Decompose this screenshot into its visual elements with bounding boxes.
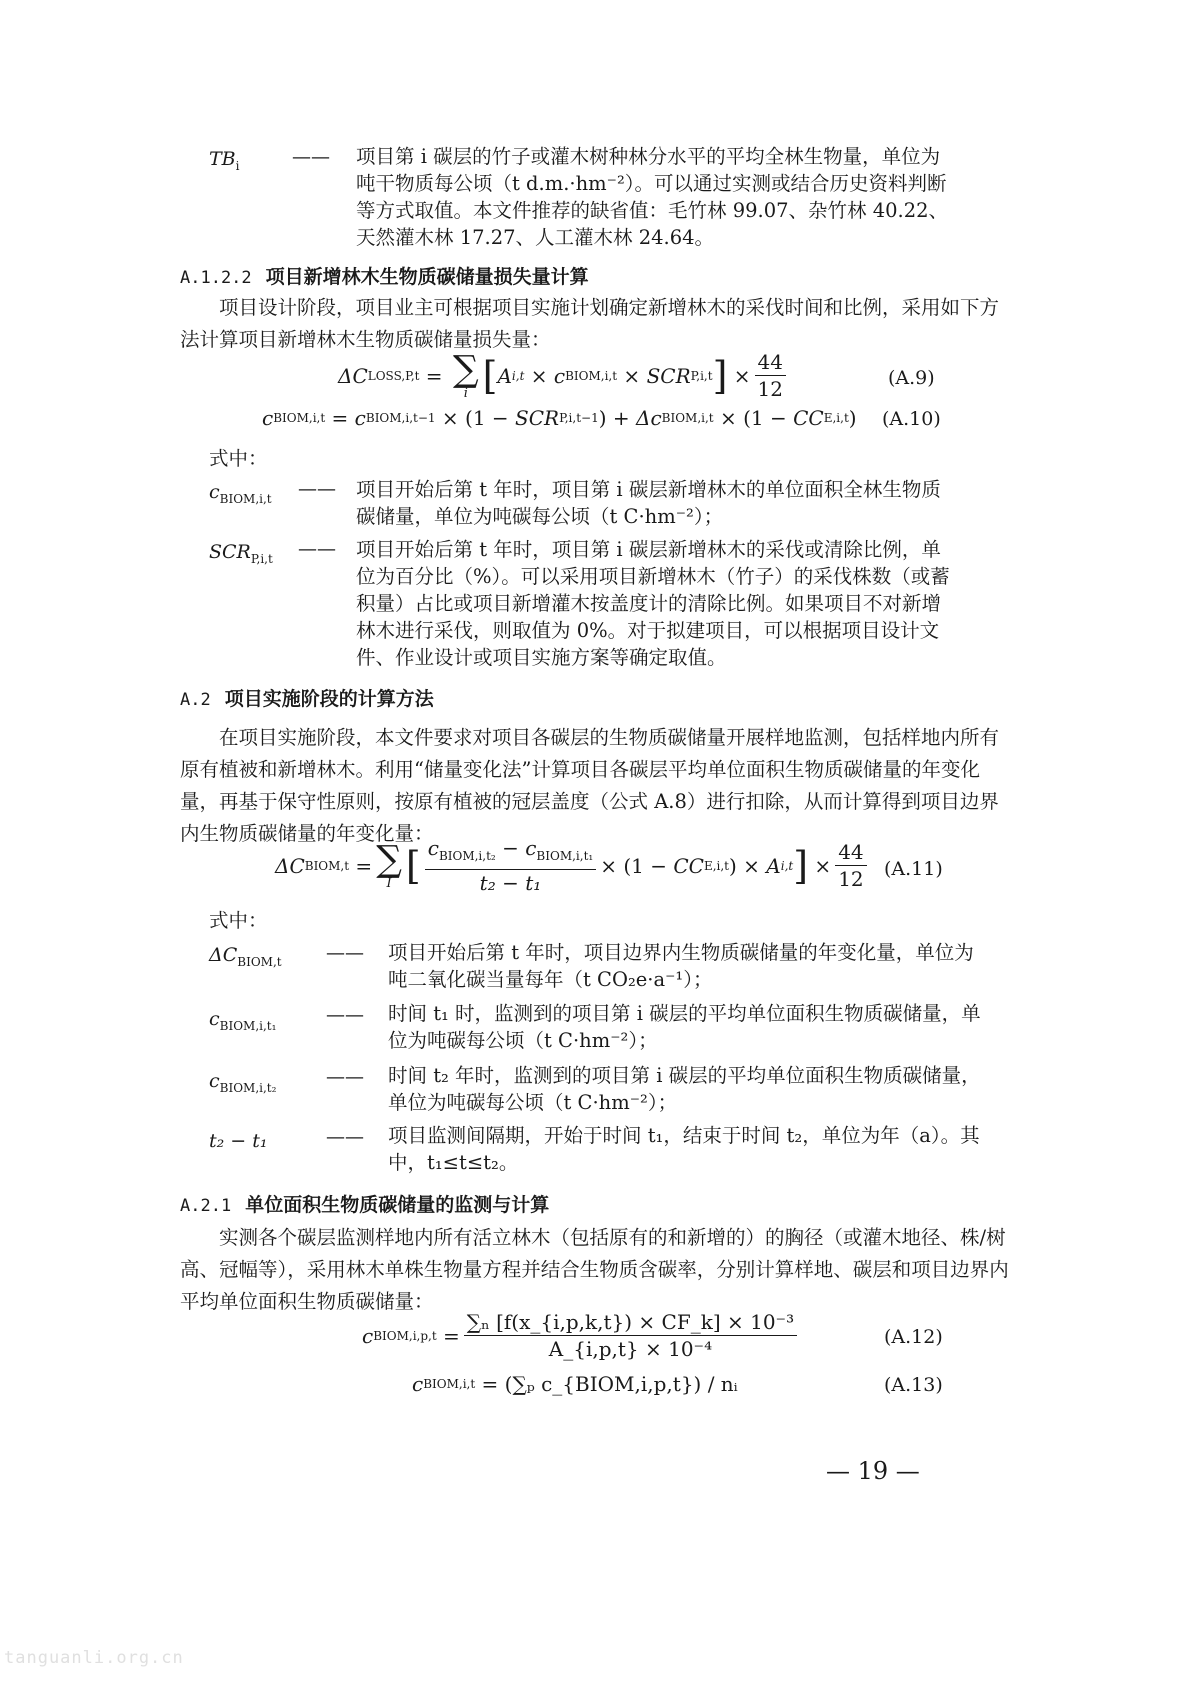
definition-text-scr: 项目开始后第 t 年时，项目第 i 碳层新增林木的采伐或清除比例，单位为百分比（%）。可以采用项目新增林木（竹子）的采伐株数（或蓄积量）占比或项目新增灌木按盖度计的清除比例。如果项目不对新增林木进行采伐，则取值为 0%。对于拟建项目，可以根据项目设计文件、作业设计或项目实施方案等确定取值。 (356, 538, 950, 669)
definition-dash: —— (298, 538, 336, 560)
page-number: — 19 — (826, 1457, 920, 1485)
watermark-text: tanguanli.org.cn (4, 1648, 184, 1668)
symbol-c-biom-i-t: $c_{BIOM,i,t}$ (209, 481, 272, 506)
section-heading-a122: A.1.2.2 项目新增林木生物质碳储量损失量计算 (180, 266, 589, 288)
definition-text-interval: 项目监测间隔期，开始于时间 t₁，结束于时间 t₂，单位为年（a）。其中，t₁≤t≤t₂。 (388, 1124, 980, 1174)
label-shizhong-1: 式中： (209, 447, 268, 470)
definition-text-c-biom: 项目开始后第 t 年时，项目第 i 碳层新增林木的单位面积全林生物质碳储量，单位为吨碳每公顷（t C·hm⁻²）； (356, 478, 941, 528)
paragraph-a21: 实测各个碳层监测样地内所有活立林木（包括原有的和新增的）的胸径（或灌木地径、株/树高、冠幅等），采用林木单株生物量方程并结合生物质含碳率，分别计算样地、碳层和项目边界内平均单位面积生物质碳储量： (180, 1226, 1009, 1313)
equation-number-a10: (A.10) (882, 408, 941, 430)
definition-dash: —— (326, 942, 364, 964)
equation-number-a13: (A.13) (884, 1374, 943, 1396)
formula-a12: c BIOM,i,p,t = $\frac{\text{∑ₙ [f(x\_\{i,p,k,t\}) × CF\_k] × 10⁻³}}{\text{A\_\{i,p,t\} × 10⁻⁴}}$ (362, 1310, 801, 1361)
label-shizhong-2: 式中： (209, 909, 268, 932)
formula-a11: ΔC BIOM,t = ∑ I [ $\frac{c_{BIOM,i,t_2} - c_{BIOM,i,t_1}}{\text{t₂ − t₁}}$ × (1 − CC E,i,t ) × A i,t ] × $\frac{44}{12}$ (275, 836, 871, 895)
definition-dash: —— (326, 1066, 364, 1088)
definition-text-c-t2: 时间 t₂ 年时，监测到的项目第 i 碳层的平均单位面积生物质碳储量，单位为吨碳每公顷（t C·hm⁻²）； (388, 1064, 981, 1114)
formula-a13: c BIOM,i,t = (∑ₚ c_{BIOM,i,p,t}) / nᵢ (412, 1372, 738, 1396)
symbol-t2-minus-t1: t₂ − t₁ (209, 1130, 268, 1152)
section-heading-a2: A.2 项目实施阶段的计算方法 (180, 688, 434, 710)
equation-number-a9: (A.9) (888, 367, 935, 389)
formula-a9: ΔC LOSS,P,t = ∑ i [ A i,t × c BIOM,i,t × SCR P,i,t ] × $\frac{44}{12}$ (338, 350, 790, 401)
symbol-delta-c-biom-t: $\Delta C_{BIOM,t}$ (209, 944, 282, 969)
paragraph-a2: 在项目实施阶段，本文件要求对项目各碳层的生物质碳储量开展样地监测，包括样地内所有原有植被和新增林木。利用“储量变化法”计算项目各碳层平均单位面积生物质碳储量的年变化量，再基于保守性原则，按原有植被的冠层盖度（公式 A.8）进行扣除，从而计算得到项目边界内生物质碳储量的年变化量： (180, 726, 1000, 845)
definition-text-c-t1: 时间 t₁ 时，监测到的项目第 i 碳层的平均单位面积生物质碳储量，单位为吨碳每公顷（t C·hm⁻²）； (388, 1002, 981, 1052)
formula-a10: c BIOM,i,t = c BIOM,i,t−1 × (1 − SCR P,i,t−1 ) + Δc BIOM,i,t × (1 − CC E,i,t ) (262, 406, 857, 430)
definition-text-tb: 项目第 i 碳层的竹子或灌木树种林分水平的平均全林生物量，单位为吨干物质每公顷（t d.m.·hm⁻²）。可以通过实测或结合历史资料判断等方式取值。本文件推荐的缺省值：毛竹林 99.07、杂竹林 40.22、天然灌木林 17.27、人工灌木林 24.64。 (356, 145, 949, 249)
symbol-c-biom-t1: $c_{BIOM,i,t_1}$ (209, 1008, 277, 1033)
definition-dash: —— (326, 1004, 364, 1026)
definition-dash: —— (292, 146, 330, 168)
definition-text-delta-c: 项目开始后第 t 年时，项目边界内生物质碳储量的年变化量，单位为吨二氧化碳当量每年（t CO₂e·a⁻¹）； (388, 941, 974, 991)
definition-dash: —— (326, 1126, 364, 1148)
equation-number-a11: (A.11) (884, 858, 943, 880)
symbol-tb-i: $TB_i$ (209, 148, 240, 173)
section-heading-a21: A.2.1 单位面积生物质碳储量的监测与计算 (180, 1194, 550, 1216)
definition-dash: —— (298, 478, 336, 500)
symbol-c-biom-t2: $c_{BIOM,i,t_2}$ (209, 1070, 277, 1095)
symbol-scr-p-i-t: $SCR_{P,i,t}$ (209, 541, 273, 566)
paragraph-a122: 项目设计阶段，项目业主可根据项目实施计划确定新增林木的采伐时间和比例，采用如下方法计算项目新增林木生物质碳储量损失量： (180, 296, 1000, 351)
equation-number-a12: (A.12) (884, 1326, 943, 1348)
